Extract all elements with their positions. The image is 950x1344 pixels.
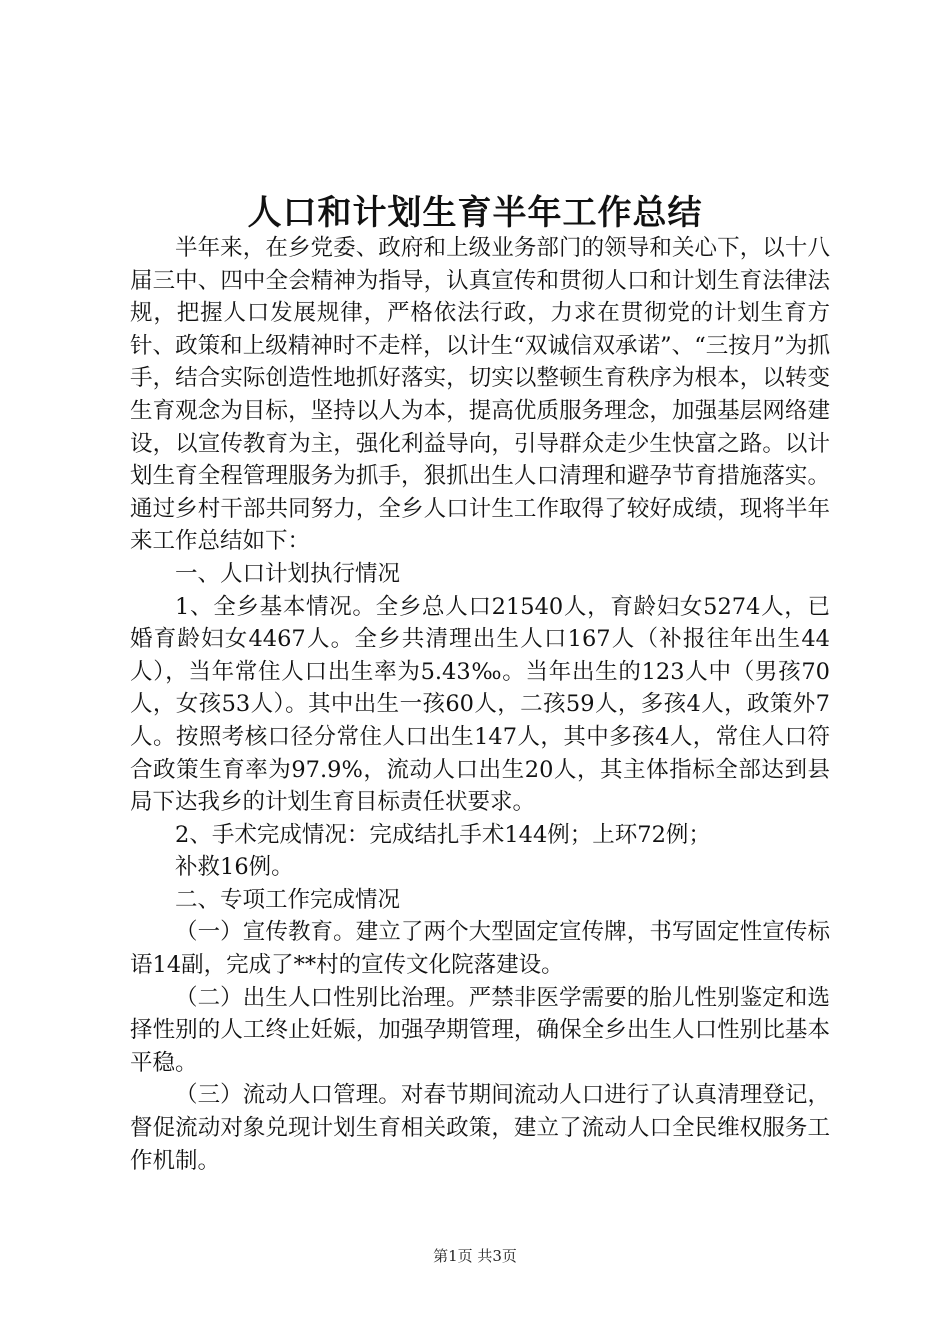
- intro-paragraph: 半年来，在乡党委、政府和上级业务部门的领导和关心下，以十八届三中、四中全会精神为指导，认真宣传和贯彻人口和计划生育法律法规，把握人口发展规律，严格依法行政，力求在贯彻党的计划生育方针、政策和上级精神时不走样，以计生“双诚信双承诺”、“三按月”为抓手，结合实际创造性地抓好落实，切实以整顿生育秩序为根本，以转变生育观念为目标，坚持以人为本，提高优质服务理念，加强基层网络建设，以宣传教育为主，强化利益导向，引导群众走少生快富之路。以计划生育全程管理服务为抓手，狠抓出生人口清理和避孕节育措施落实。通过乡村干部共同努力，全乡人口计生工作取得了较好成绩，现将半年来工作总结如下：: [130, 235, 830, 555]
- floating-population-paragraph: （三）流动人口管理。对春节期间流动人口进行了认真清理登记，督促流动对象兑现计划生育相关政策，建立了流动人口全民维权服务工作机制。: [130, 1082, 830, 1174]
- document-body: [130, 232, 830, 1177]
- document-title: 人口和计划生育半年工作总结: [247, 193, 703, 233]
- section-heading-2: 二、专项工作完成情况: [175, 886, 401, 913]
- sex-ratio-paragraph: （二）出生人口性别比治理。严禁非医学需要的胎儿性别鉴定和选择性别的人工终止妊娠，加强孕期管理，确保全乡出生人口性别比基本平稳。: [130, 984, 830, 1076]
- publicity-paragraph: （一）宣传教育。建立了两个大型固定宣传牌，书写固定性宣传标语14副，完成了**村的宣传文化院落建设。: [130, 919, 830, 979]
- page-footer: 第1页 共3页: [433, 1247, 517, 1265]
- remedy-paragraph: 补救16例。: [175, 854, 294, 881]
- basic-situation-paragraph: 1、全乡基本情况。全乡总人口21540人，育龄妇女5274人，已婚育龄妇女4467人。全乡共清理出生人口167人（补报往年出生44人），当年常住人口出生率为5.43‰。当年出生的123人中（男孩70人，女孩53人）。其中出生一孩60人，二孩59人，多孩4人，政策外7人。按照考核口径分常住人口出生147人，其中多孩4人，常住人口符合政策生育率为97.9%，流动人口出生20人，其主体指标全部达到县局下达我乡的计划生育目标责任状要求。: [130, 593, 830, 816]
- section-heading-1: 一、人口计划执行情况: [175, 560, 401, 587]
- surgery-paragraph: 2、手术完成情况：完成结扎手术144例；上环72例；: [175, 821, 711, 848]
